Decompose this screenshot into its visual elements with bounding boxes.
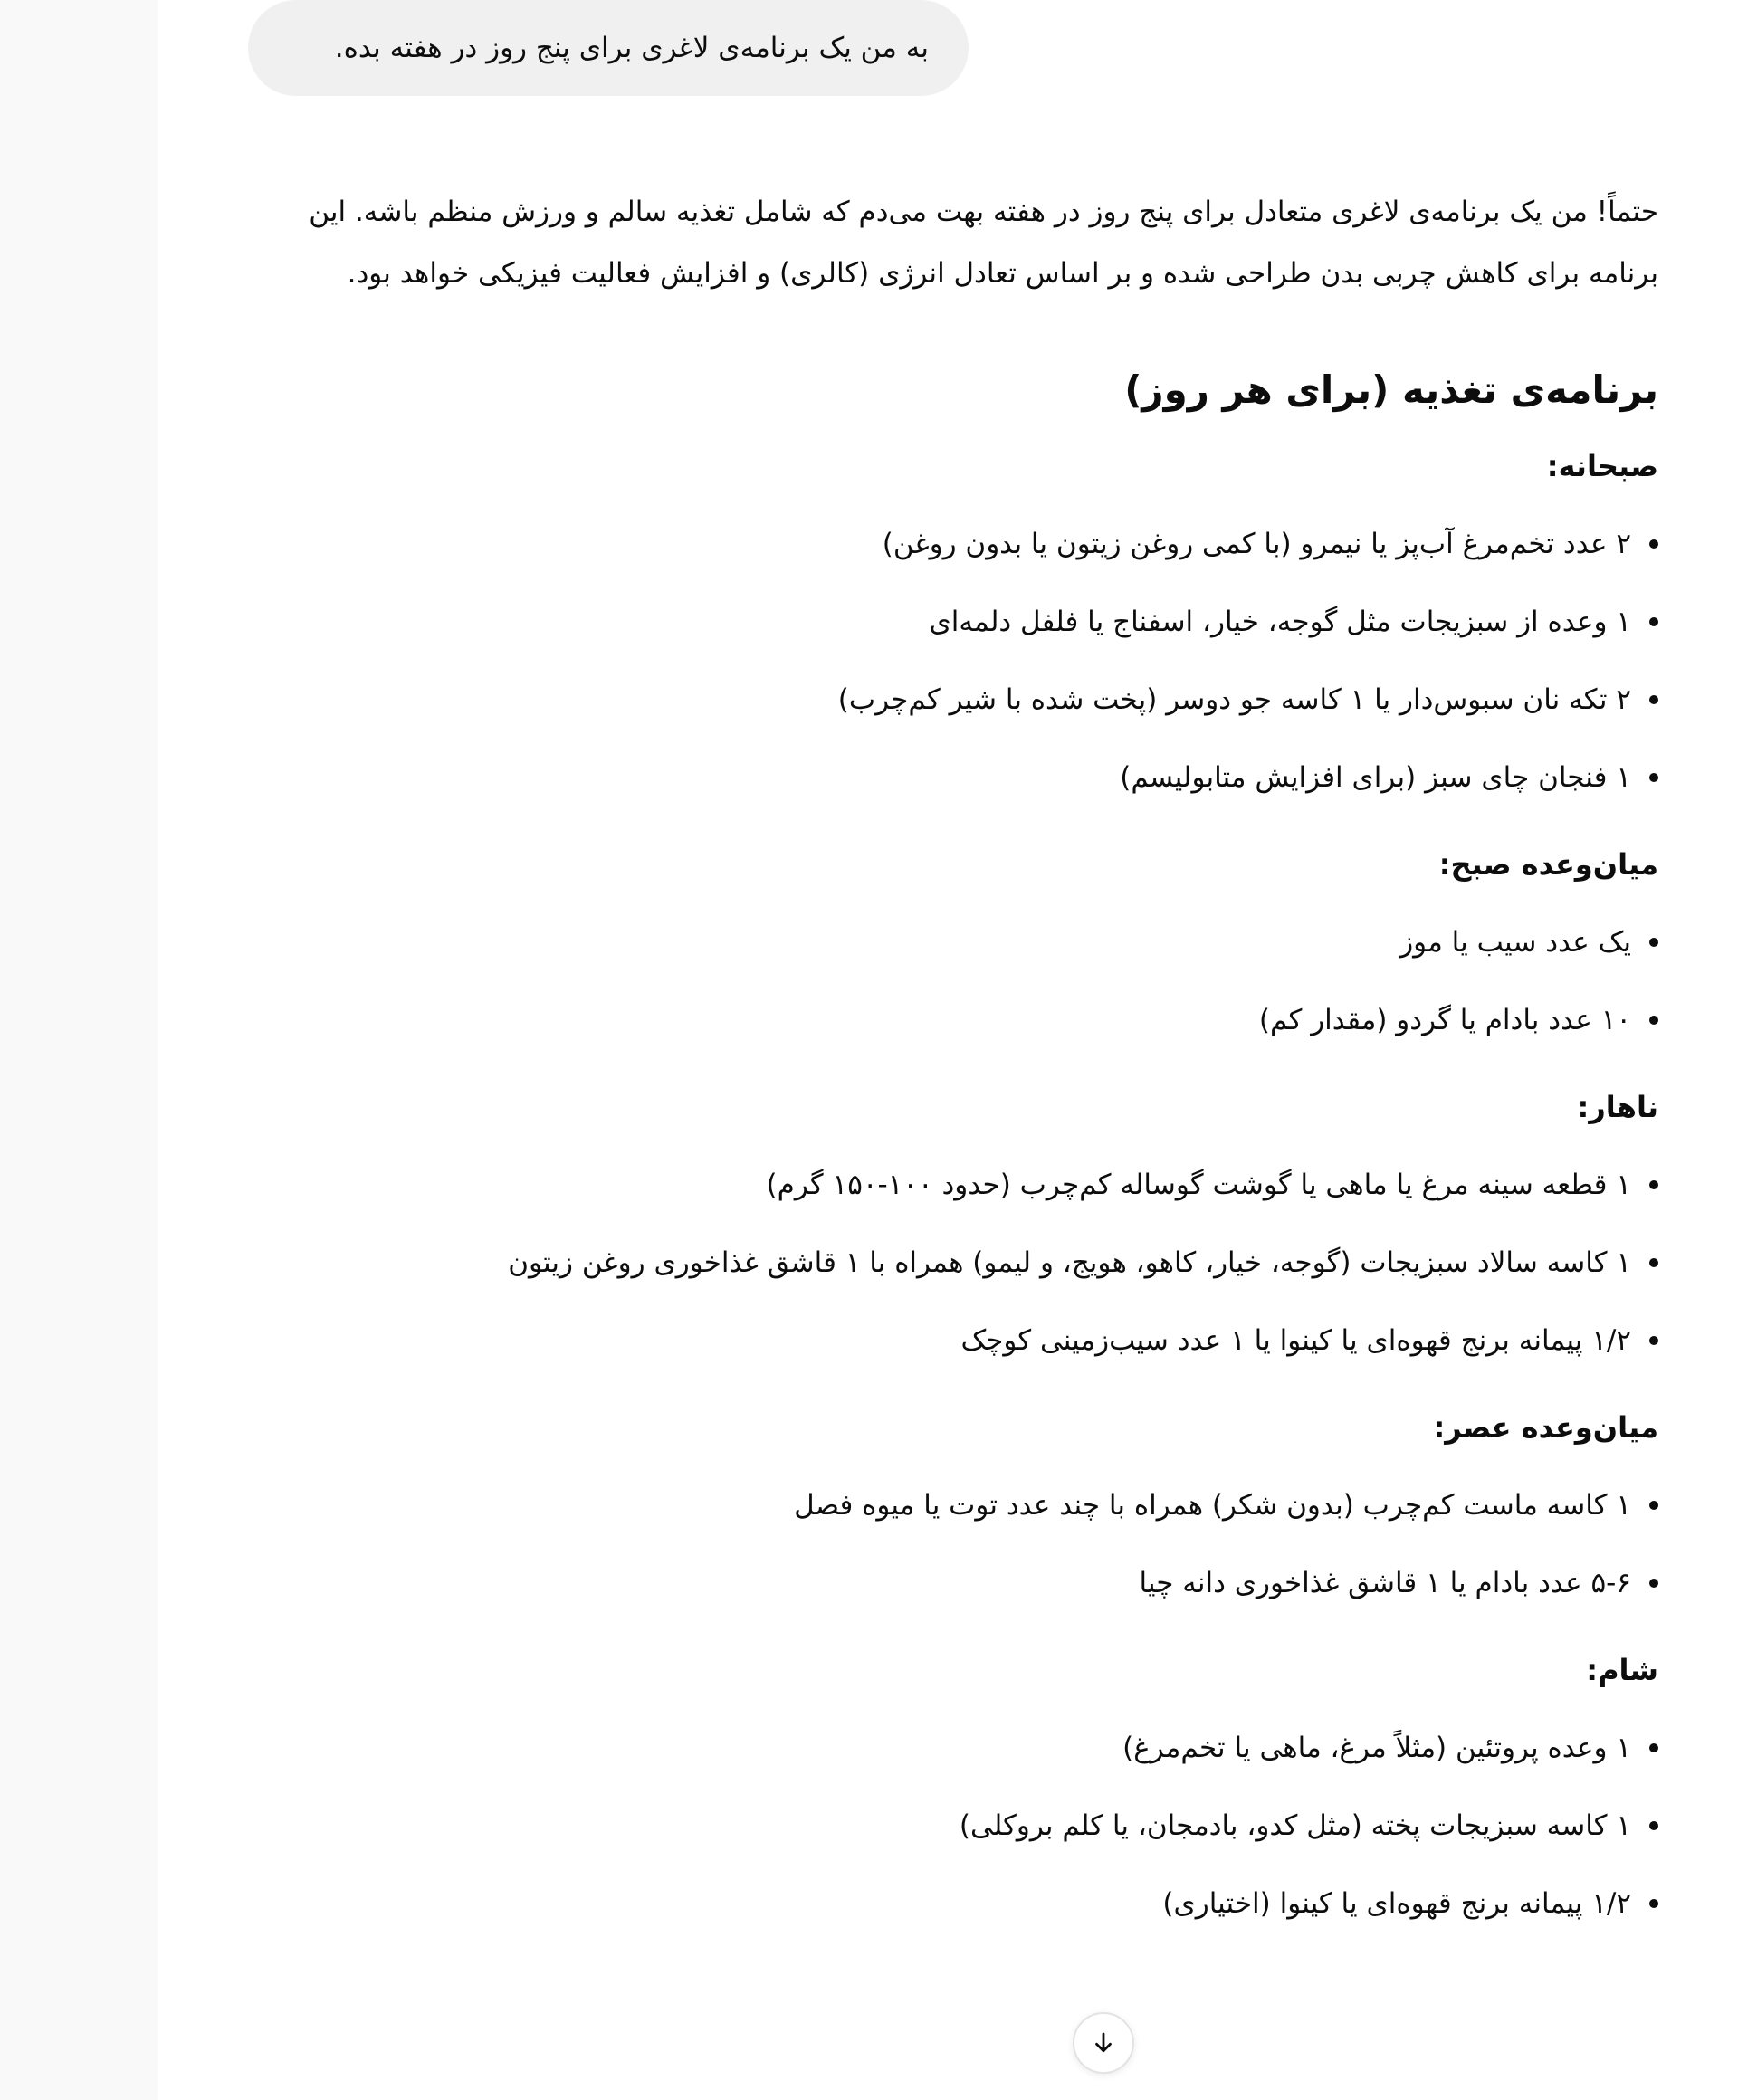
scroll-to-bottom-button[interactable] [1073,2012,1134,2074]
list-item: ۱ فنجان چای سبز (برای افزایش متابولیسم) [272,739,1631,816]
section-breakfast [272,434,1658,816]
list-item: ۱ قطعه سینه مرغ یا ماهی یا گوشت گوساله کم‌چرب (حدود ۱۰۰-۱۵۰ گرم) [272,1146,1631,1224]
list-item: ۲ عدد تخم‌مرغ آب‌پز یا نیمرو (با کمی روغن زیتون یا بدون روغن) [272,505,1631,583]
bullet-list [272,1146,1658,1379]
list-item: ۵-۶ عدد بادام یا ۱ قاشق غذاخوری دانه چیا [272,1544,1631,1622]
section-morning-snack [272,833,1658,1059]
user-message-bubble: به من یک برنامه‌ی لاغری برای پنج روز در هفته بده. [248,0,969,96]
chat-thread [158,0,1738,2100]
section-title: ناهار: [1577,1090,1658,1124]
list-item: ۱ وعده از سبزیجات مثل گوجه، خیار، اسفناج یا فلفل دلمه‌ای [272,583,1631,661]
intro-paragraph: حتماً! من یک برنامه‌ی لاغری متعادل برای پنج روز در هفته بهت می‌دم که شامل تغذیه سالم و ورزش منظم باشه. این برنامه برای کاهش چربی بدن طراحی شده و بر اساس تعادل انرژی (کالری) و افزایش فعالیت فیزیکی خواهد بود. [309,196,1658,290]
section-title: صبحانه: [1546,449,1658,483]
bullet-list [272,1709,1658,1942]
left-sidebar [0,0,158,2100]
list-item: ۱/۲ پیمانه برنج قهوه‌ای یا کینوا یا ۱ عدد سیب‌زمینی کوچک [272,1302,1631,1379]
nutrition-heading: برنامه‌ی تغذیه (برای هر روز) [1124,368,1658,412]
bullet-list [272,903,1658,1059]
section-title: میان‌وعده عصر: [1433,1410,1658,1445]
list-item: ۲ تکه نان سبوس‌دار یا ۱ کاسه جو دوسر (پخت شده با شیر کم‌چرب) [272,661,1631,739]
section-lunch [272,1075,1658,1379]
bullet-list [272,505,1658,816]
list-item: ۱ کاسه ماست کم‌چرب (بدون شکر) همراه با چند عدد توت یا میوه فصل [272,1466,1631,1544]
list-item: ۱ کاسه سبزیجات پخته (مثل کدو، بادمجان، یا کلم بروکلی) [272,1787,1631,1865]
list-item: ۱۰ عدد بادام یا گردو (مقدار کم) [272,981,1631,1059]
section-afternoon-snack [272,1396,1658,1622]
section-title: شام: [1586,1653,1658,1687]
list-item: یک عدد سیب یا موز [272,903,1631,981]
section-dinner [272,1638,1658,1942]
list-item: ۱ کاسه سالاد سبزیجات (گوجه، خیار، کاهو، هویج، و لیمو) همراه با ۱ قاشق غذاخوری روغن زیتون [272,1224,1631,1302]
arrow-down-icon [1090,2029,1117,2057]
list-item: ۱/۲ پیمانه برنج قهوه‌ای یا کینوا (اختیاری) [272,1865,1631,1942]
bullet-list [272,1466,1658,1622]
section-title: میان‌وعده صبح: [1438,847,1658,882]
list-item: ۱ وعده پروتئین (مثلاً مرغ، ماهی یا تخم‌مرغ) [272,1709,1631,1787]
assistant-message [272,181,1658,1942]
